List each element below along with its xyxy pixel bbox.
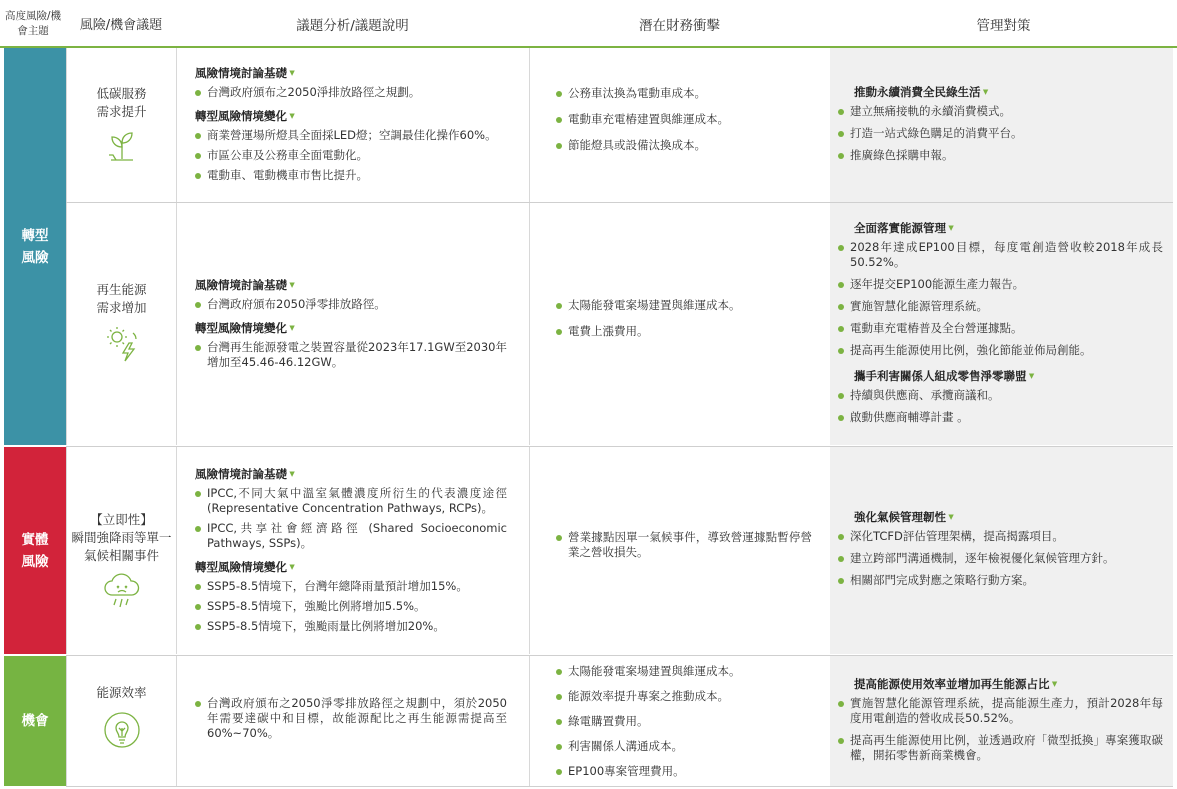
management-heading: 攜手利害關係人組成零售淨零聯盟 ▼	[854, 368, 1163, 384]
scenario-heading: 風險情境討論基礎 ▼	[195, 65, 507, 81]
plant-sprout-icon	[107, 129, 137, 167]
issue-cell-extreme-weather	[66, 447, 176, 654]
category-transition-risk	[4, 48, 66, 445]
header-financial	[529, 0, 830, 47]
management-cell-low-carbon	[830, 48, 1173, 202]
header-issue-label: 風險/機會議題	[79, 18, 163, 33]
analysis-bullet: 台灣再生能源發電之裝置容量從2023年17.1GW至2030年增加至45.46-46.12GW。	[195, 340, 507, 370]
management-bullet: 打造一站式綠色購足的消費平台。	[838, 126, 1163, 141]
analysis-bullet: IPCC,共享社會經濟路徑 (Shared Socioeconomic Pathways, SSPs)。	[195, 521, 507, 551]
issue-label: 低碳服務需求提升	[96, 86, 147, 119]
lightbulb-leaf-icon	[102, 710, 142, 754]
scenario-heading: 風險情境討論基礎 ▼	[195, 277, 507, 293]
header-analysis-label: 議題分析/議題說明	[296, 17, 409, 34]
management-bullet: 推廣綠色採購申報。	[838, 148, 1163, 163]
financial-bullet: 電費上漲費用。	[556, 324, 812, 339]
management-bullet: 電動車充電樁普及全台營運據點。	[838, 321, 1163, 336]
management-cell-renewable	[830, 203, 1173, 445]
financial-cell-energy-efficiency	[529, 656, 830, 786]
management-bullet: 提高再生能源使用比例，並透過政府「微型抵換」專案獲取碳權，開拓零售新商業機會。	[838, 733, 1163, 763]
analysis-bullet: 商業營運場所燈具全面採LED燈；空調最佳化操作60%。	[195, 128, 507, 143]
management-heading: 全面落實能源管理 ▼	[854, 220, 1163, 236]
header-theme	[0, 0, 66, 47]
management-bullet: 2028年達成EP100目標，每度電創造營收較2018年成長50.52%。	[838, 240, 1163, 270]
category-physical-label: 實體風險	[21, 531, 49, 570]
management-bullet: 提高再生能源使用比例，強化節能並佈局創能。	[838, 343, 1163, 358]
category-opportunity-label: 機會	[21, 713, 49, 729]
header-management	[830, 0, 1177, 47]
category-opportunity	[4, 656, 66, 786]
analysis-cell-energy-efficiency	[176, 656, 529, 786]
analysis-bullet: 市區公車及公務車全面電動化。	[195, 148, 507, 163]
issue-cell-energy-efficiency	[66, 656, 176, 786]
header-theme-label: 高度風險/機會主題	[4, 9, 62, 37]
analysis-cell-extreme-weather	[176, 447, 529, 654]
category-physical-risk	[4, 447, 66, 654]
header-management-label: 管理對策	[976, 17, 1031, 34]
management-bullet: 持續與供應商、承攬商議和。	[838, 388, 1163, 403]
analysis-cell-low-carbon	[176, 48, 529, 202]
category-transition-label: 轉型風險	[21, 227, 49, 266]
financial-bullet: 綠電購置費用。	[556, 714, 812, 729]
analysis-bullet: 電動車、電動機車市售比提升。	[195, 168, 507, 183]
financial-bullet: 太陽能發電案場建置與維運成本。	[556, 298, 812, 313]
management-bullet: 實施智慧化能源管理系統，提高能源生產力，預計2028年每度用電創造的營收成長50.52%。	[838, 696, 1163, 726]
analysis-bullet: 台灣政府頒布2050淨零排放路徑。	[195, 297, 507, 312]
analysis-cell-renewable	[176, 203, 529, 445]
row-divider	[66, 786, 1173, 787]
analysis-bullet: IPCC,不同大氣中溫室氣體濃度所衍生的代表濃度途徑(Representative Concentration Pathways, RCPs)。	[195, 486, 507, 516]
financial-bullet: 太陽能發電案場建置與維運成本。	[556, 664, 812, 679]
storm-cloud-icon	[102, 573, 142, 613]
analysis-bullet: SSP5-8.5情境下，強颱比例將增加5.5%。	[195, 599, 507, 614]
management-bullet: 啟動供應商輔導計畫 。	[838, 410, 1163, 425]
issue-cell-renewable	[66, 203, 176, 445]
financial-bullet: 電動車充電樁建置與維運成本。	[556, 112, 812, 127]
issue-cell-low-carbon	[66, 48, 176, 202]
issue-label: 能源效率	[96, 685, 147, 700]
issue-label: 再生能源需求增加	[96, 282, 147, 315]
analysis-bullet: SSP5-8.5情境下，強颱雨量比例將增加20%。	[195, 619, 507, 634]
analysis-bullet: SSP5-8.5情境下，台灣年總降雨量預計增加15%。	[195, 579, 507, 594]
financial-cell-low-carbon	[529, 48, 830, 202]
management-bullet: 建立跨部門溝通機制，逐年檢視優化氣候管理方針。	[838, 551, 1163, 566]
transition-heading: 轉型風險情境變化 ▼	[195, 320, 507, 336]
header-analysis	[176, 0, 529, 47]
management-cell-energy-efficiency	[830, 656, 1173, 786]
management-bullet: 實施智慧化能源管理系統。	[838, 299, 1163, 314]
management-heading: 提高能源使用效率並增加再生能源占比 ▼	[854, 676, 1163, 692]
management-bullet: 相關部門完成對應之策略行動方案。	[838, 573, 1163, 588]
management-heading: 強化氣候管理韌性 ▼	[854, 509, 1163, 525]
scenario-heading: 風險情境討論基礎 ▼	[195, 466, 507, 482]
management-bullet: 建立無痛接軌的永續消費模式。	[838, 104, 1163, 119]
issue-tag: 【立即性】	[90, 512, 153, 527]
transition-heading: 轉型風險情境變化 ▼	[195, 108, 507, 124]
issue-label: 瞬間強降雨等單一氣候相關事件	[71, 530, 172, 563]
management-bullet: 逐年提交EP100能源生產力報告。	[838, 277, 1163, 292]
analysis-bullet: 台灣政府頒布之2050淨排放路徑之規劃。	[195, 85, 507, 100]
financial-bullet: 能源效率提升專案之推動成本。	[556, 689, 812, 704]
financial-cell-extreme-weather	[529, 447, 830, 654]
financial-bullet: EP100專案管理費用。	[556, 764, 812, 779]
transition-heading: 轉型風險情境變化 ▼	[195, 559, 507, 575]
financial-bullet: 節能燈具或設備汰換成本。	[556, 138, 812, 153]
financial-bullet: 營業據點因單一氣候事件，導致營運據點暫停營業之營收損失。	[556, 530, 812, 560]
financial-bullet: 公務車汰換為電動車成本。	[556, 86, 812, 101]
management-bullet: 深化TCFD評估管理架構，提高揭露項目。	[838, 529, 1163, 544]
analysis-bullet: 台灣政府頒布之2050淨零排放路徑之規劃中，須於2050年需要達碳中和目標，故能源配比之再生能源需提高至60%~70%。	[195, 696, 507, 741]
financial-cell-renewable	[529, 203, 830, 445]
header-financial-label: 潛在財務衝擊	[639, 17, 720, 34]
management-heading: 推動永續消費全民綠生活 ▼	[854, 84, 1163, 100]
financial-bullet: 利害關係人溝通成本。	[556, 739, 812, 754]
header-issue	[66, 0, 176, 47]
sun-bolt-icon	[105, 325, 139, 367]
management-cell-extreme-weather	[830, 447, 1173, 654]
